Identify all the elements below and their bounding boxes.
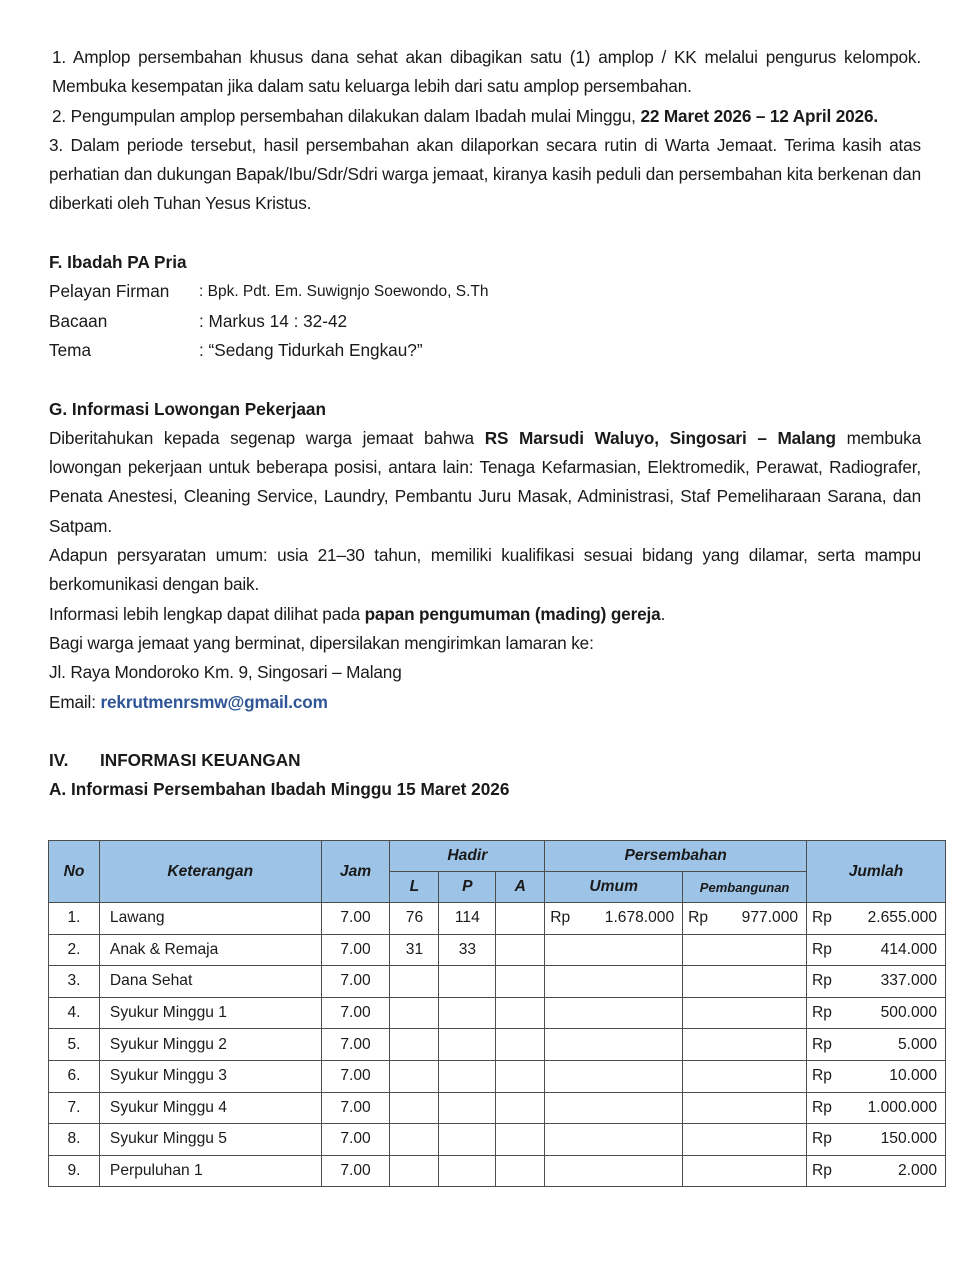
cell-keterangan: Lawang	[99, 903, 321, 935]
job-paragraph-2: Adapun persyaratan umum: usia 21–30 tahun, memiliki kualifikasi sesuai bidang yang dilamar, serta mampu berkomunikasi dengan baik.	[49, 545, 921, 595]
cell-umum	[545, 903, 683, 935]
cell-no: 6.	[49, 1060, 100, 1092]
amount: 414.000	[880, 940, 937, 958]
currency-label: Rp	[812, 1004, 832, 1022]
cell-jam: 7.00	[321, 1092, 390, 1124]
cell-keterangan: Syukur Minggu 5	[99, 1124, 321, 1156]
cell-umum	[545, 997, 683, 1029]
table-row	[49, 903, 946, 935]
cell-p	[439, 1092, 496, 1124]
cell-a	[496, 1092, 545, 1124]
table-row	[49, 1124, 946, 1156]
currency-label: Rp	[812, 1130, 832, 1148]
cell-jam: 7.00	[321, 1124, 390, 1156]
header-keterangan: Keterangan	[99, 841, 321, 903]
cell-jam: 7.00	[321, 1155, 390, 1187]
header-a: A	[496, 872, 545, 903]
table-row	[49, 934, 946, 966]
cell-keterangan: Syukur Minggu 2	[99, 1029, 321, 1061]
cell-pemb	[683, 966, 807, 998]
cell-keterangan: Syukur Minggu 4	[99, 1092, 321, 1124]
cell-jumlah	[807, 903, 946, 935]
header-jam: Jam	[321, 841, 390, 903]
currency-label: Rp	[812, 1067, 832, 1085]
cell-umum	[545, 1092, 683, 1124]
cell-no: 4.	[49, 997, 100, 1029]
cell-no: 8.	[49, 1124, 100, 1156]
cell-pemb	[683, 1155, 807, 1187]
cell-jumlah	[807, 997, 946, 1029]
table-row	[49, 1060, 946, 1092]
cell-umum	[545, 1124, 683, 1156]
header-no: No	[49, 841, 100, 903]
cell-umum	[545, 1155, 683, 1187]
cell-p	[439, 1155, 496, 1187]
cell-p: 33	[439, 934, 496, 966]
header-persembahan: Persembahan	[545, 841, 807, 872]
cell-jam: 7.00	[321, 1029, 390, 1061]
cell-jumlah	[807, 1092, 946, 1124]
cell-jam: 7.00	[321, 966, 390, 998]
cell-no: 3.	[49, 966, 100, 998]
amount: 1.000.000	[867, 1098, 937, 1116]
cell-jumlah	[807, 1124, 946, 1156]
cell-jumlah	[807, 1029, 946, 1061]
table-body	[49, 903, 946, 1187]
hospital-name: RS Marsudi Waluyo, Singosari – Malang	[484, 427, 836, 448]
header-l: L	[390, 872, 439, 903]
cell-keterangan: Anak & Remaja	[99, 934, 321, 966]
section-f-title: F. Ibadah PA Pria	[49, 252, 187, 273]
cell-no: 9.	[49, 1155, 100, 1187]
currency-label: Rp	[812, 940, 832, 958]
pa-pria-row: Pelayan Firman : Bpk. Pdt. Em. Suwignjo Soewondo, S.Th	[49, 281, 489, 302]
cell-a	[496, 966, 545, 998]
cell-pemb	[683, 1060, 807, 1092]
cell-jam: 7.00	[321, 934, 390, 966]
cell-l: 31	[390, 934, 439, 966]
currency-label: Rp	[812, 972, 832, 990]
cell-a	[496, 903, 545, 935]
section-g-title: G. Informasi Lowongan Pekerjaan	[49, 398, 326, 419]
table-row	[49, 966, 946, 998]
address: Jl. Raya Mondoroko Km. 9, Singosari – Malang	[49, 662, 402, 683]
table-row	[49, 1155, 946, 1187]
header-umum: Umum	[545, 872, 683, 903]
email-line: Email: rekrutmenrsmw@gmail.com	[49, 691, 328, 712]
cell-l	[390, 1092, 439, 1124]
email-link[interactable]: rekrutmenrsmw@gmail.com	[100, 691, 328, 712]
header-p: P	[439, 872, 496, 903]
table-row	[49, 1092, 946, 1124]
cell-p	[439, 997, 496, 1029]
cell-a	[496, 1155, 545, 1187]
cell-a	[496, 1124, 545, 1156]
currency-label: Rp	[812, 1162, 832, 1180]
cell-keterangan: Syukur Minggu 3	[99, 1060, 321, 1092]
cell-keterangan: Dana Sehat	[99, 966, 321, 998]
cell-jumlah	[807, 1060, 946, 1092]
amount: 337.000	[880, 972, 937, 990]
currency-label: Rp	[812, 1098, 832, 1116]
cell-a	[496, 1060, 545, 1092]
cell-pemb	[683, 1029, 807, 1061]
pa-pria-row: Tema : “Sedang Tidurkah Engkau?”	[49, 339, 423, 360]
cell-no: 5.	[49, 1029, 100, 1061]
cell-keterangan: Syukur Minggu 1	[99, 997, 321, 1029]
cell-p: 114	[439, 903, 496, 935]
cell-pemb	[683, 934, 807, 966]
amount: 150.000	[880, 1130, 937, 1148]
cell-a	[496, 1029, 545, 1061]
cell-no: 2.	[49, 934, 100, 966]
currency-label: Rp	[812, 1035, 832, 1053]
amount: 5.000	[897, 1035, 937, 1053]
table-row	[49, 997, 946, 1029]
point-1: 1. Amplop persembahan khusus dana sehat akan dibagikan satu (1) amplop / KK melalui pengurus kelompok. Membuka kesempatan jika dalam satu keluarga lebih dari satu amplop persembahan.	[52, 47, 921, 97]
cell-pemb	[683, 1124, 807, 1156]
currency-label: Rp	[688, 909, 709, 927]
currency-label: Rp	[550, 909, 571, 927]
cell-umum	[545, 934, 683, 966]
cell-jam: 7.00	[321, 1060, 390, 1092]
cell-pemb	[683, 903, 807, 935]
cell-jam: 7.00	[321, 903, 390, 935]
cell-a	[496, 934, 545, 966]
cell-umum	[545, 1029, 683, 1061]
job-paragraph-4: Bagi warga jemaat yang berminat, dipersilakan mengirimkan lamaran ke:	[49, 632, 594, 653]
cell-pemb	[683, 997, 807, 1029]
cell-p	[439, 1124, 496, 1156]
cell-a	[496, 997, 545, 1029]
cell-umum	[545, 966, 683, 998]
cell-l	[390, 997, 439, 1029]
cell-jumlah	[807, 934, 946, 966]
currency-label: Rp	[812, 909, 832, 927]
cell-pemb	[683, 1092, 807, 1124]
finance-subtitle: A. Informasi Persembahan Ibadah Minggu 15 Maret 2026	[49, 779, 510, 800]
table-row	[49, 1029, 946, 1061]
section-iv-title: IV. INFORMASI KEUANGAN	[49, 750, 301, 771]
cell-p	[439, 966, 496, 998]
cell-jumlah	[807, 966, 946, 998]
cell-p	[439, 1060, 496, 1092]
job-paragraph-3: Informasi lebih lengkap dapat dilihat pada papan pengumuman (mading) gereja.	[49, 603, 666, 624]
job-paragraph-1: Diberitahukan kepada segenap warga jemaat bahwa RS Marsudi Waluyo, Singosari – Malang membuka lowongan pekerjaan untuk beberapa posisi, antara lain: Tenaga Kefarmasian, Elektromedik, Perawat, Radiografer, Penata Anestesi, Cleaning Service, Laundry, Pembantu Juru Masak, Administrasi, Staf Pemeliharaan Sarana, dan Satpam.	[49, 427, 922, 536]
offering-table	[48, 840, 946, 1187]
document-page	[49, 43, 921, 805]
cell-no: 1.	[49, 903, 100, 935]
cell-keterangan: Perpuluhan 1	[99, 1155, 321, 1187]
collection-period: 22 Maret 2026 – 12 April 2026.	[640, 105, 878, 126]
header-pembangunan: Pembangunan	[683, 872, 807, 903]
amount: 10.000	[889, 1067, 937, 1085]
amount: 2.000	[897, 1162, 937, 1180]
amount: 1.678.000	[604, 909, 675, 927]
cell-l	[390, 1029, 439, 1061]
amount: 2.655.000	[867, 909, 937, 927]
point-2: 2. Pengumpulan amplop persembahan dilakukan dalam Ibadah mulai Minggu, 22 Maret 2026 – 12 April 2026.	[52, 105, 878, 126]
amount: 500.000	[880, 1004, 937, 1022]
pa-pria-row: Bacaan : Markus 14 : 32-42	[49, 310, 348, 331]
cell-l	[390, 966, 439, 998]
point-3: 3. Dalam periode tersebut, hasil persembahan akan dilaporkan secara rutin di Warta Jemaat. Terima kasih atas perhatian dan dukungan Bapak/Ibu/Sdr/Sdri warga jemaat, kiranya kasih peduli dan persembahan kita berkenan dan diberkati oleh Tuhan Yesus Kristus.	[49, 134, 921, 214]
cell-l: 76	[390, 903, 439, 935]
cell-l	[390, 1155, 439, 1187]
cell-jam: 7.00	[321, 997, 390, 1029]
cell-jumlah	[807, 1155, 946, 1187]
cell-l	[390, 1124, 439, 1156]
cell-no: 7.	[49, 1092, 100, 1124]
header-hadir: Hadir	[390, 841, 545, 872]
amount: 977.000	[741, 909, 799, 927]
cell-l	[390, 1060, 439, 1092]
cell-p	[439, 1029, 496, 1061]
cell-umum	[545, 1060, 683, 1092]
header-jumlah: Jumlah	[807, 841, 946, 903]
